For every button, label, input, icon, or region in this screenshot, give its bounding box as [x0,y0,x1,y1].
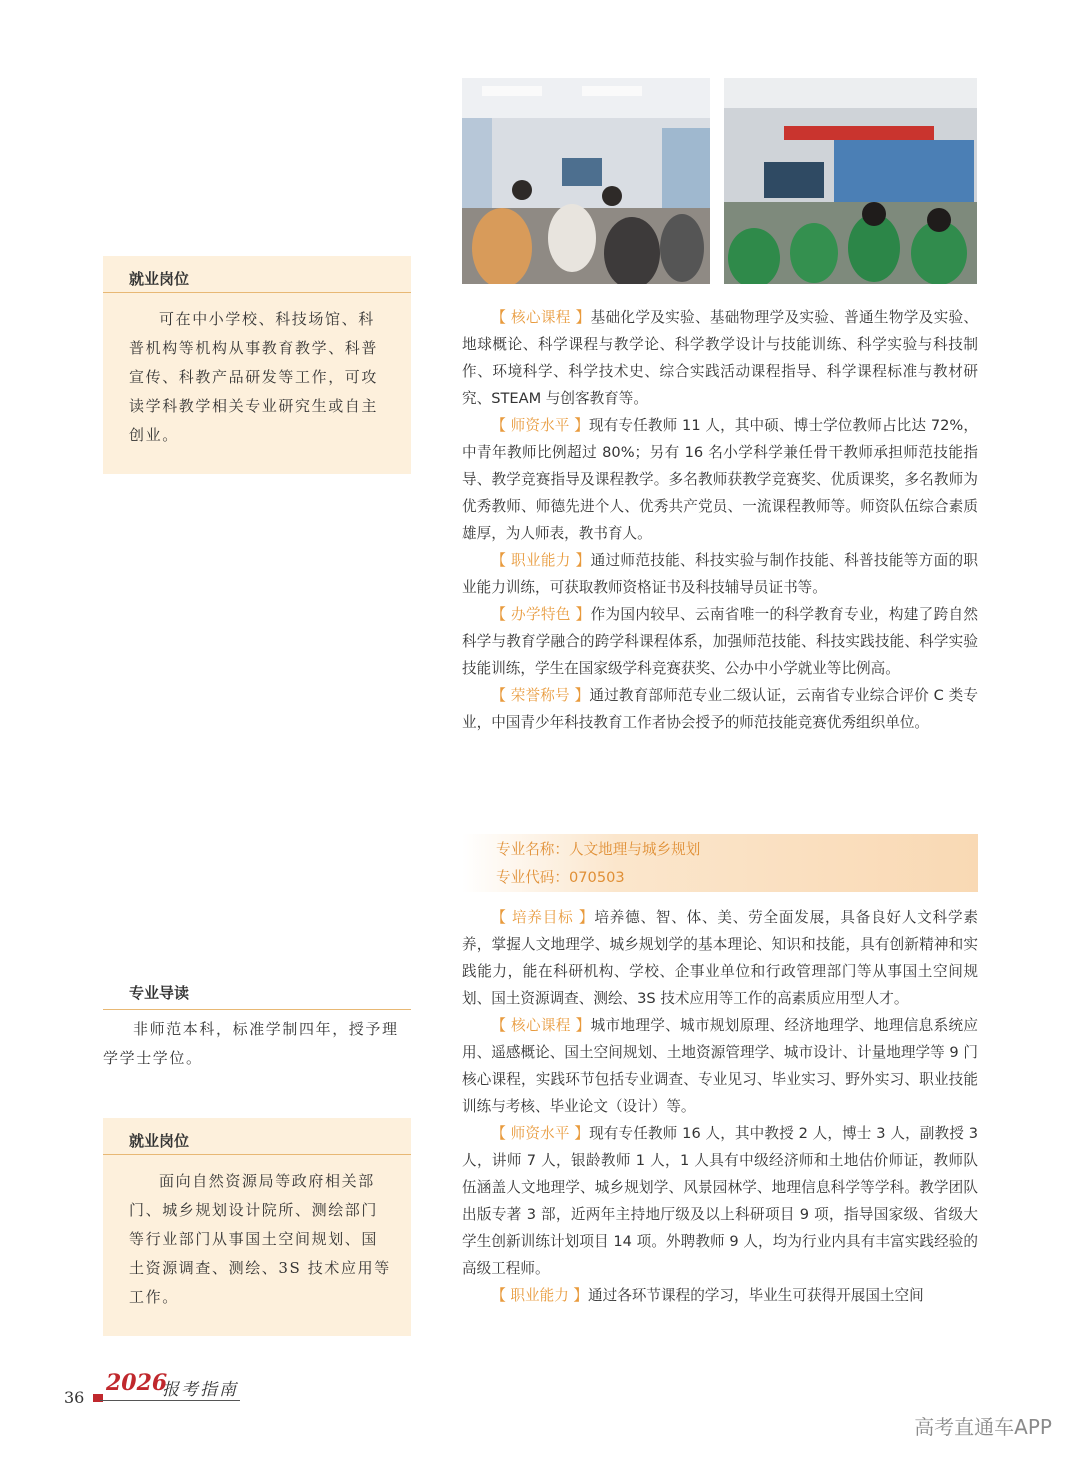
intro-text: 非师范本科，标准学制四年，授予理学学士学位。 [103,1020,399,1067]
goals-paragraph: 【 培养目标 】培养德、智、体、美、劳全面发展，具备良好人文科学素养，掌握人文地理学、城乡规划学的基本理论、知识和技能，具有创新精神和实践能力，能在科研机构、学校、企事业单位和行政管理部门等从事国土空间规划、国土资源调查、测绘、3S 技术应用等工作的高素质应用型人才。 [462,909,978,1007]
intro-heading: 专业导读 [103,982,411,1010]
section-tag: 【 职业能力 】 [491,1287,589,1304]
major-name: 专业名称：人文地理与城乡规划 [496,841,701,858]
section-tag: 【 师资水平 】 [491,417,589,434]
page-number: 36 [64,1388,85,1407]
core-courses-paragraph: 【 核心课程 】基础化学及实验、基础物理学及实验、普通生物学及实验、地球概论、科学课程与教学论、科学教学设计与技能训练、科学实验与科技制作、环境科学、科学技术史、综合实践活动课程指导、科学课程标准与教材研究、STEAM 与创客教育等。 [462,309,978,407]
section-tag: 【 荣誉称号 】 [491,687,590,704]
core-courses-paragraph: 【 核心课程 】城市地理学、城市规划原理、经济地理学、地理信息系统应用、遥感概论、国土空间规划、土地资源管理学、城市设计、计量地理学等 9 门核心课程，实践环节包括专业调查、专业见习、毕业实习、野外实习、职业技能训练与考核、毕业论文（设计）等。 [462,1017,978,1115]
section-tag: 【 办学特色 】 [491,606,591,623]
section-tag: 【 核心课程 】 [491,309,591,326]
jobs-box-science-education [103,256,411,474]
features-paragraph: 【 办学特色 】作为国内较早、云南省唯一的科学教育专业，构建了跨自然科学与教育学融合的跨学科课程体系，加强师范技能、科技实践技能、科学实验技能训练，学生在国家级学科竞赛获奖、公办中小学就业等比例高。 [462,606,978,677]
jobs-box-geography [103,1118,411,1336]
career-ability-paragraph: 【 职业能力 】通过师范技能、科技实验与制作技能、科普技能等方面的职业能力训练，可获取教师资格证书及科技辅导员证书等。 [462,552,978,596]
faculty-paragraph: 【 师资水平 】现有专任教师 16 人，其中教授 2 人，博士 3 人，副教授 3 人，讲师 7 人，银龄教师 1 人，1 人具有中级经济师和土地估价师证，教师队伍涵盖人文地理学、城乡规划学、风景园林学、地理信息科学等学科。教学团队出版专著 3 部，近两年主持地厅级及以上科研项目 9 项，指导国家级、省级大学生创新训练计划项目 14 项。外聘教师 9 人，均为行业内具有丰富实践经验的高级工程师。 [462,1125,979,1277]
section-tag: 【 核心课程 】 [491,1017,591,1034]
footer-year: 2026 [106,1370,168,1396]
watermark: 高考直通车APP [914,1415,1052,1439]
section-tag: 【 培养目标 】 [491,909,595,926]
section-tag: 【 职业能力 】 [491,552,591,569]
jobs-heading: 就业岗位 [103,1118,411,1155]
footer-divider [100,1400,240,1401]
jobs-text: 可在中小学校、科技场馆、科普机构等机构从事教育教学、科普宣传、科教产品研发等工作，可攻读学科教学相关专业研究生或自主创业。 [129,310,379,444]
major-banner [462,834,978,892]
career-ability-paragraph: 【 职业能力 】通过各环节课程的学习，毕业生可获得开展国土空间 [491,1287,924,1304]
classroom-photo-1 [462,78,710,284]
faculty-paragraph: 【 师资水平 】现有专任教师 11 人，其中硕、博士学位教师占比达 72%，中青年教师比例超过 80%；另有 16 名小学科学兼任骨干教师承担师范技能指导、教学竞赛指导及课程教学。多名教师获教学竞赛奖、优质课奖，多名教师为优秀教师、师德先进个人、优秀共产党员、一流课程教师等。师资队伍综合素质雄厚，为人师表，教书育人。 [462,417,978,542]
jobs-heading: 就业岗位 [103,256,411,293]
footer-title: 报考指南 [162,1380,238,1400]
science-education-details [462,304,978,736]
honors-paragraph: 【 荣誉称号 】通过教育部师范专业二级认证，云南省专业综合评价 C 类专业，中国青少年科技教育工作者协会授予的师范技能竞赛优秀组织单位。 [462,687,978,731]
section-tag: 【 师资水平 】 [491,1125,590,1142]
jobs-text: 面向自然资源局等政府相关部门、城乡规划设计院所、测绘部门等行业部门从事国土空间规划、国土资源调查、测绘、3S 技术应用等工作。 [129,1172,391,1306]
geography-details [462,904,978,1309]
major-code: 专业代码：070503 [496,869,625,886]
classroom-photo-2 [724,78,977,284]
